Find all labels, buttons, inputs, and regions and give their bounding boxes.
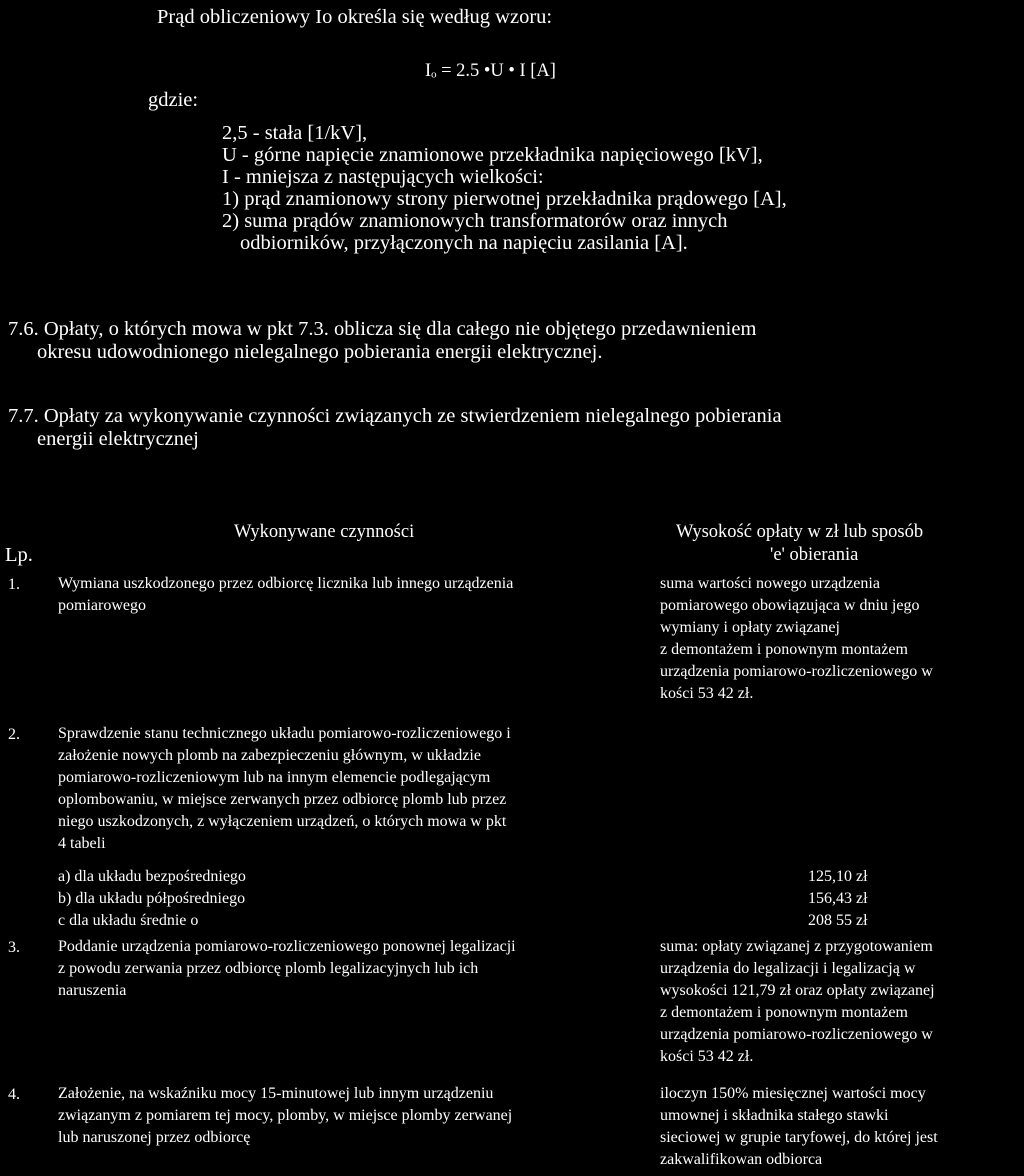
row-number: 4. — [8, 1086, 20, 1103]
def-item: U - górne napięcie znamionowe przekładnika napięciowego [kV], — [222, 144, 763, 166]
def-item: 2,5 - stała [1/kV], — [222, 122, 368, 144]
row-fee: iloczyn 150% miesięcznej wartości mocy umownej i składnika stałego stawki sieciowej w grupie taryfowej, do której jest zakwalifikowan odbiorca — [660, 1085, 938, 1168]
row-activity: Wymiana uszkodzonego przez odbiorcę licznika lub innego urządzenia pomiarowego — [58, 575, 514, 614]
def-item: 2) suma prądów znamionowych transformatorów oraz innych — [222, 210, 728, 232]
row-fee: suma wartości nowego urządzenia pomiarowego obowiązująca w dniu jego wymiany i opłaty związanej z demontażem i ponownym montażem urządzenia pomiarowo-rozliczeniowego w kości 53 42 zł. — [660, 575, 933, 702]
def-item: 1) prąd znamionowy strony pierwotnej przekładnika prądowego [A], — [222, 188, 787, 210]
subitem-fee: 208 55 zł — [808, 912, 868, 929]
row-fee: suma: opłaty związanej z przygotowaniem urządzenia do legalizacji i legalizacją w wysokości 121,79 zł oraz opłaty związanej z demontażem i ponownym montażem urządzenia pomiarowo-rozliczeniowego w kości 53 42 zł. — [660, 938, 935, 1065]
header-fee-line2: 'e' obierania — [770, 545, 859, 565]
section-7-6-line2: okresu udowodnionego nielegalnego pobierania energii elektrycznej. — [37, 341, 603, 363]
subitem-fee: 125,10 zł — [808, 868, 868, 885]
header-fee: Wysokość opłaty w zł lub sposób — [676, 522, 924, 542]
subitem-fee: 156,43 zł — [808, 890, 868, 907]
row-number: 3. — [8, 939, 20, 956]
formula: Iₒ = 2.5 •U • I [A] — [425, 61, 556, 81]
def-item: odbiorników, przyłączonych na napięciu zasilania [A]. — [240, 232, 688, 254]
subitem-label: b) dla układu półpośredniego — [58, 890, 246, 907]
formula-intro: Prąd obliczeniowy Io określa się według wzoru: — [157, 6, 553, 28]
row-activity: Poddanie urządzenia pomiarowo-rozliczeniowego ponownej legalizacji z powodu zerwania przez odbiorcę plomb legalizacyjnych lub ich naruszenia — [58, 938, 516, 999]
header-activity: Wykonywane czynności — [234, 522, 415, 542]
row-number: 1. — [8, 576, 20, 593]
subitem-label: c dla układu średnie o — [58, 912, 199, 929]
def-item: I - mniejsza z następujących wielkości: — [222, 166, 544, 188]
row-activity: Założenie, na wskaźniku mocy 15-minutowej lub innym urządzeniu związanym z pomiarem tej mocy, plomby, w miejsce plomby zerwanej lub naruszonej przez odbiorcę — [58, 1085, 513, 1146]
section-7-6-line1: 7.6. Opłaty, o których mowa w pkt 7.3. oblicza się dla całego nie objętego przedawnieniem — [8, 318, 757, 340]
section-7-7-line1: 7.7. Opłaty za wykonywanie czynności związanych ze stwierdzeniem nielegalnego pobierania — [8, 405, 782, 427]
subitem-label: a) dla układu bezpośredniego — [58, 868, 246, 885]
row-activity: Sprawdzenie stanu technicznego układu pomiarowo-rozliczeniowego i założenie nowych plomb na zabezpieczeniu głównym, w układzie pomiarowo-rozliczeniowym lub na innym elemencie podlegającym oplombowaniu, w miejsce zerwanych przez odbiorcę plomb lub przez niego uszkodzonych, z wyłączeniem urządzeń, o których mowa w pkt 4 tabeli — [58, 725, 511, 852]
header-lp: Lp. — [5, 544, 33, 566]
gdzie-label: gdzie: — [148, 89, 199, 111]
row-number: 2. — [8, 726, 20, 743]
section-7-7-line2: energii elektrycznej — [37, 428, 199, 450]
